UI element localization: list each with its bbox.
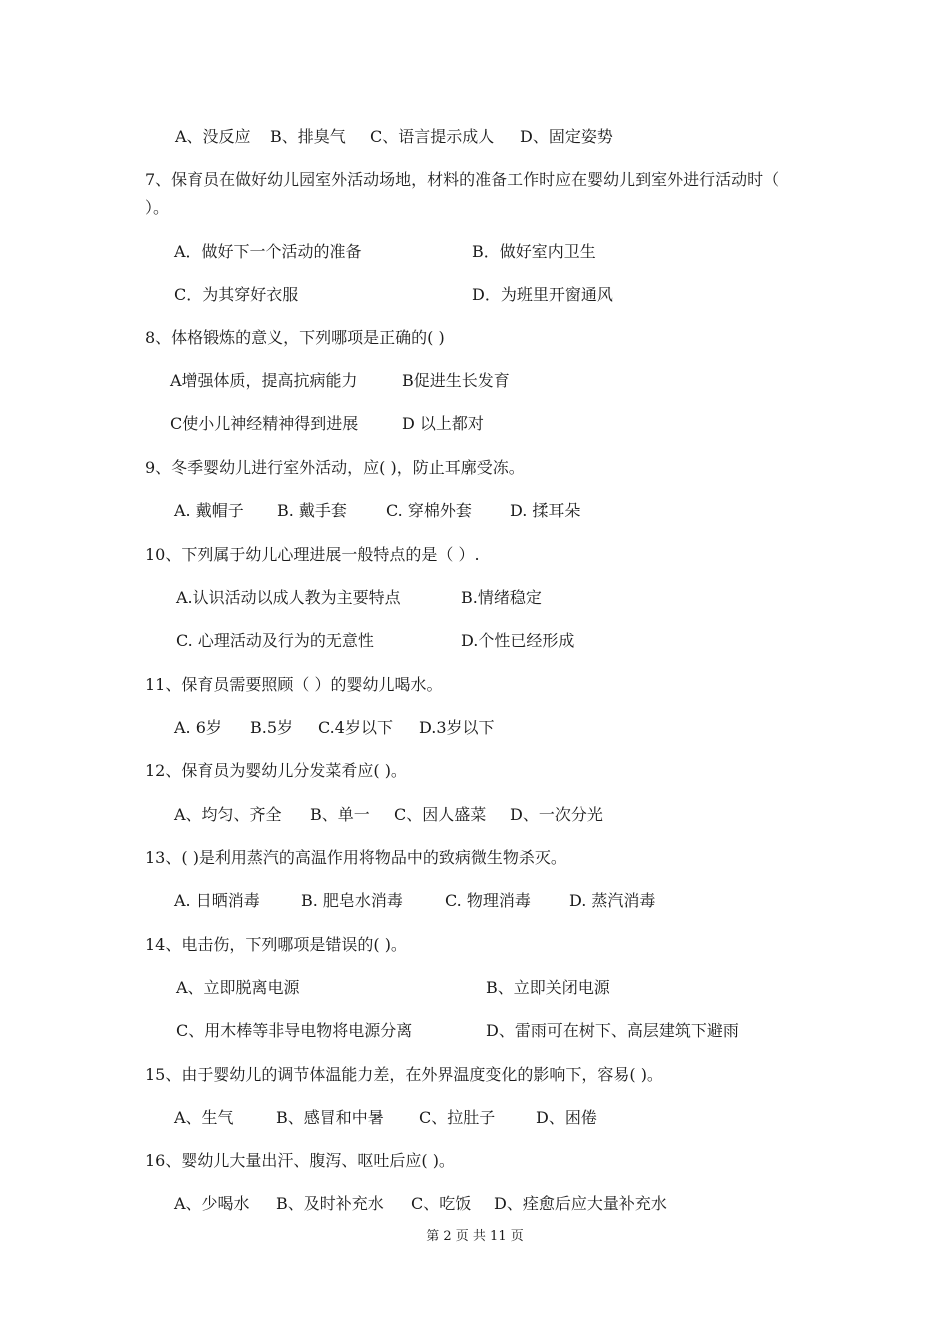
- q7-option-a: A．做好下一个活动的准备: [174, 242, 362, 261]
- q13-stem: 13、( )是利用蒸汽的高温作用将物品中的致病微生物杀灭。: [145, 848, 567, 867]
- q11-option-c: C.4岁以下: [318, 718, 393, 737]
- q10-option-a: A.认识活动以成人教为主要特点: [176, 588, 401, 607]
- q16-option-a: A、少喝水: [174, 1194, 250, 1213]
- q11-option-d: D.3岁以下: [419, 718, 495, 737]
- q8-option-c: C使小儿神经精神得到进展: [170, 414, 359, 433]
- q8-option-b: B促进生长发育: [402, 371, 510, 390]
- q9-option-d: D. 揉耳朵: [510, 501, 581, 520]
- q14-option-d: D、雷雨可在树下、高层建筑下避雨: [486, 1021, 739, 1040]
- q9-option-b: B. 戴手套: [277, 501, 347, 520]
- q11-option-a: A. 6岁: [174, 718, 222, 737]
- q11-stem: 11、保育员需要照顾（ ）的婴幼儿喝水。: [145, 675, 443, 694]
- q10-option-b: B.情绪稳定: [461, 588, 542, 607]
- q6-option-a: A、没反应: [175, 127, 251, 146]
- q8-option-a: A增强体质，提高抗病能力: [170, 371, 358, 390]
- q12-option-a: A、均匀、齐全: [174, 805, 282, 824]
- q13-option-c: C. 物理消毒: [445, 891, 531, 910]
- q14-stem: 14、电击伤，下列哪项是错误的( )。: [145, 935, 407, 954]
- q7-stem-line2: ）。: [145, 198, 170, 217]
- q6-option-d: D、固定姿势: [520, 127, 613, 146]
- q9-option-c: C. 穿棉外套: [386, 501, 472, 520]
- q14-option-a: A、立即脱离电源: [176, 978, 300, 997]
- q10-option-c: C. 心理活动及行为的无意性: [176, 631, 374, 650]
- q13-option-d: D. 蒸汽消毒: [569, 891, 656, 910]
- q11-option-b: B.5岁: [250, 718, 294, 737]
- q9-stem: 9、冬季婴幼儿进行室外活动，应( )，防止耳廓受冻。: [145, 458, 525, 477]
- q12-option-c: C、因人盛菜: [394, 805, 487, 824]
- q10-option-d: D.个性已经形成: [461, 631, 575, 650]
- q15-stem: 15、由于婴幼儿的调节体温能力差，在外界温度变化的影响下，容易( )。: [145, 1065, 663, 1084]
- q14-option-b: B、立即关闭电源: [486, 978, 610, 997]
- q16-option-d: D、痊愈后应大量补充水: [494, 1194, 667, 1213]
- q9-option-a: A. 戴帽子: [174, 501, 244, 520]
- q7-option-d: D．为班里开窗通风: [472, 285, 613, 304]
- q7-stem-line1: 7、保育员在做好幼儿园室外活动场地，材料的准备工作时应在婴幼儿到室外进行活动时（: [145, 170, 780, 189]
- q12-option-b: B、单一: [310, 805, 370, 824]
- q16-option-c: C、吃饭: [411, 1194, 472, 1213]
- q8-stem: 8、体格锻炼的意义，下列哪项是正确的( ): [145, 328, 445, 347]
- q8-option-d: D 以上都对: [402, 414, 484, 433]
- q13-option-a: A. 日晒消毒: [174, 891, 260, 910]
- q12-stem: 12、保育员为婴幼儿分发菜肴应( )。: [145, 761, 407, 780]
- q7-option-c: C．为其穿好衣服: [174, 285, 299, 304]
- q16-option-b: B、及时补充水: [276, 1194, 384, 1213]
- q6-option-c: C、语言提示成人: [370, 127, 495, 146]
- q15-option-c: C、拉肚子: [419, 1108, 496, 1127]
- q16-stem: 16、婴幼儿大量出汗、腹泻、呕吐后应( )。: [145, 1151, 455, 1170]
- page-number: 第 2 页 共 11 页: [426, 1229, 524, 1244]
- q13-option-b: B. 肥皂水消毒: [301, 891, 403, 910]
- q14-option-c: C、用木棒等非导电物将电源分离: [176, 1021, 413, 1040]
- q10-stem: 10、下列属于幼儿心理进展一般特点的是（ ）.: [145, 545, 480, 564]
- q15-option-b: B、感冒和中暑: [276, 1108, 384, 1127]
- q15-option-d: D、困倦: [536, 1108, 597, 1127]
- q6-option-b: B、排臭气: [270, 127, 346, 146]
- q15-option-a: A、生气: [174, 1108, 234, 1127]
- q12-option-d: D、一次分光: [510, 805, 603, 824]
- q7-option-b: B．做好室内卫生: [472, 242, 596, 261]
